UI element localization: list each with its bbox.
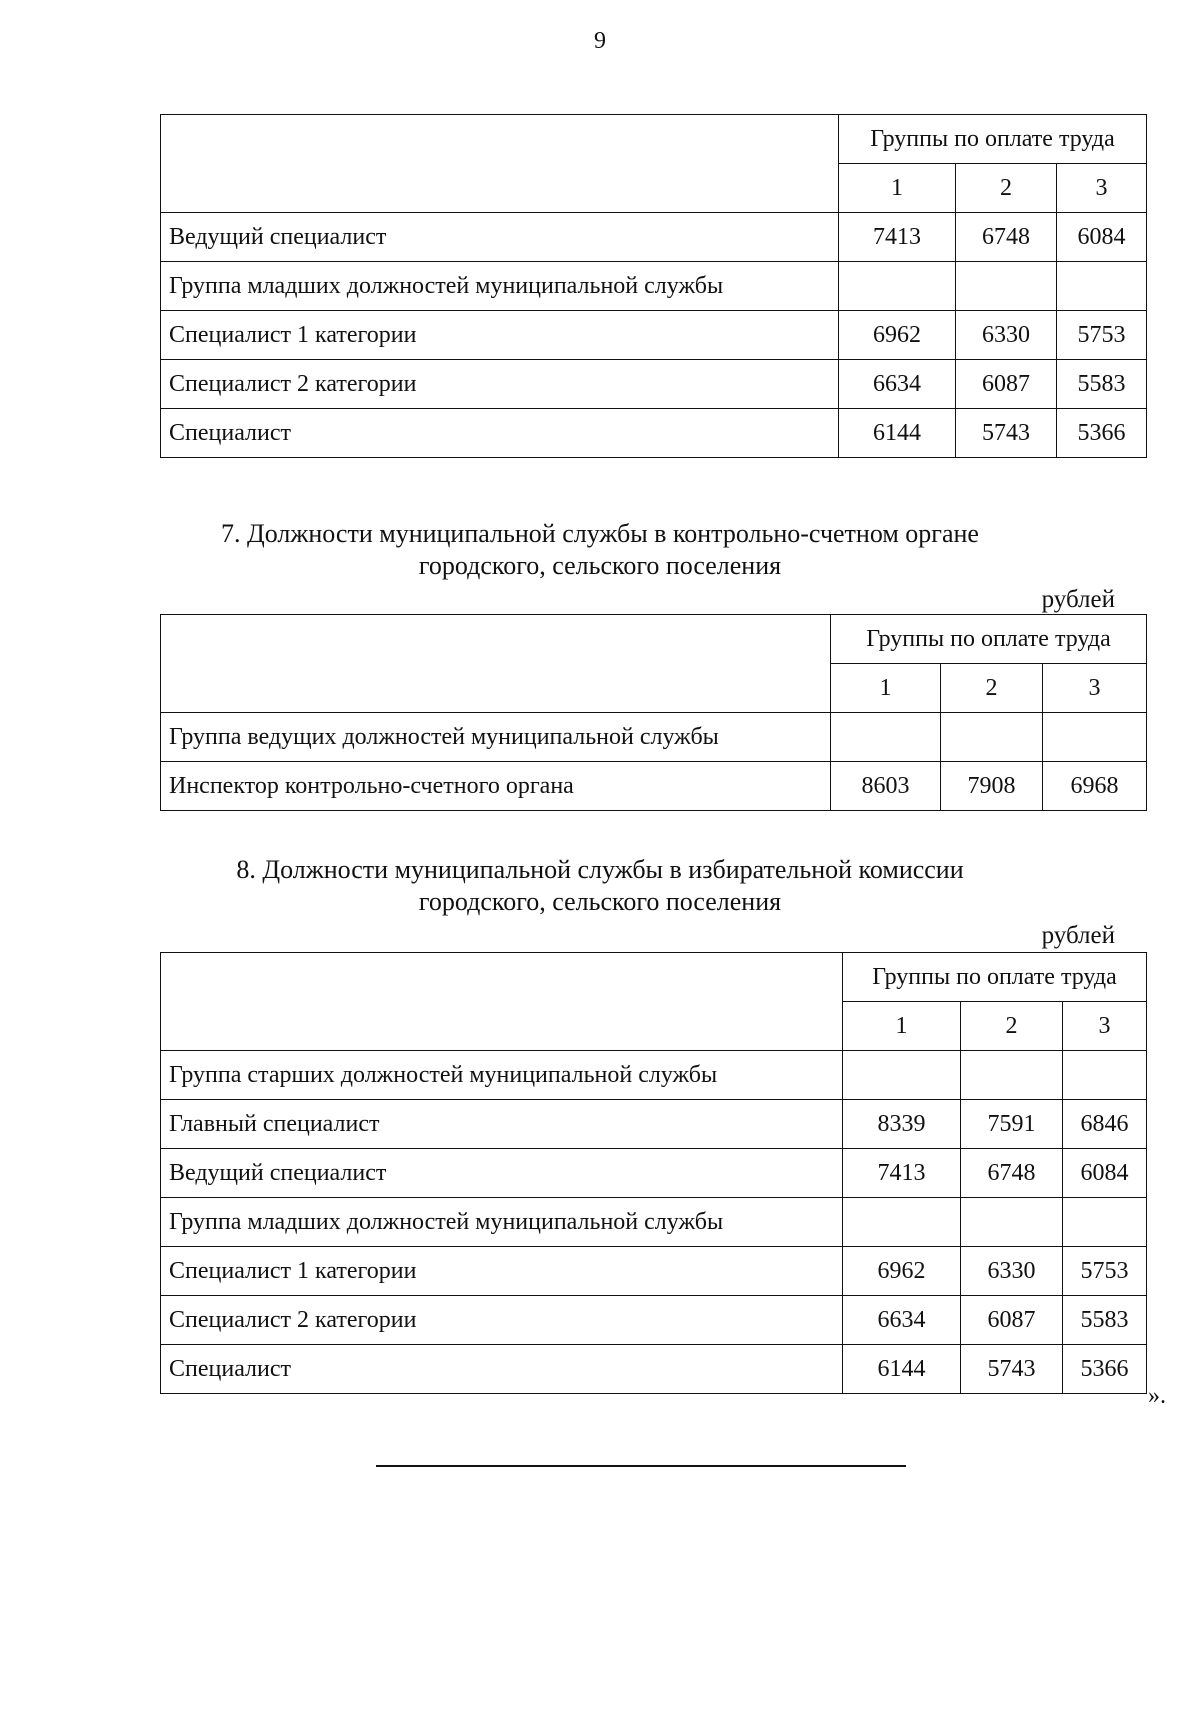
table-header-row xyxy=(161,115,1147,164)
table-row xyxy=(161,360,1147,409)
position-name: Специалист 2 категории xyxy=(161,360,839,409)
salary-group-3: 5366 xyxy=(1063,1345,1147,1394)
position-group-name: Группа младших должностей муниципальной службы xyxy=(161,262,839,311)
group-number-2: 2 xyxy=(956,164,1057,213)
section-8-title-line-2: городского, сельского поселения xyxy=(418,887,782,916)
salary-group-2 xyxy=(961,1198,1063,1247)
salary-group-2: 6748 xyxy=(961,1149,1063,1198)
table-row xyxy=(161,1051,1147,1100)
salary-group-2: 7591 xyxy=(961,1100,1063,1149)
section-7-salary-table xyxy=(160,614,1147,811)
salary-group-1 xyxy=(839,262,956,311)
salary-group-3: 6968 xyxy=(1043,762,1147,811)
section-8-salary-table xyxy=(160,952,1147,1394)
position-name: Ведущий специалист xyxy=(161,1149,843,1198)
table-header-row xyxy=(161,615,1147,664)
table-row xyxy=(161,1100,1147,1149)
section-7-title-line-2: городского, сельского поселения xyxy=(418,551,782,580)
table-corner-cell xyxy=(161,953,843,1051)
salary-group-3 xyxy=(1043,713,1147,762)
table-row xyxy=(161,1247,1147,1296)
salary-group-1: 6144 xyxy=(839,409,956,458)
salary-group-1: 8603 xyxy=(831,762,941,811)
section-7-unit-label: рублей xyxy=(1041,586,1115,613)
table-row xyxy=(161,1296,1147,1345)
salary-group-3 xyxy=(1063,1198,1147,1247)
position-name: Специалист 1 категории xyxy=(161,1247,843,1296)
salary-group-2 xyxy=(956,262,1057,311)
table-corner-cell xyxy=(161,615,831,713)
salary-group-2: 5743 xyxy=(956,409,1057,458)
salary-group-2: 7908 xyxy=(941,762,1043,811)
salary-group-1: 6634 xyxy=(843,1296,961,1345)
position-group-name: Группа старших должностей муниципальной службы xyxy=(161,1051,843,1100)
salary-group-1: 7413 xyxy=(843,1149,961,1198)
salary-group-3: 6084 xyxy=(1057,213,1147,262)
position-name: Специалист 1 категории xyxy=(161,311,839,360)
table-header-row xyxy=(161,953,1147,1002)
salary-group-1: 7413 xyxy=(839,213,956,262)
salary-table-continued xyxy=(160,114,1147,458)
group-number-2: 2 xyxy=(941,664,1043,713)
table-corner-cell xyxy=(161,115,839,213)
table-row xyxy=(161,762,1147,811)
section-7-title-line-1: 7. Должности муниципальной службы в контрольно-счетном органе xyxy=(221,519,979,548)
salary-group-3: 5753 xyxy=(1057,311,1147,360)
group-number-1: 1 xyxy=(839,164,956,213)
group-number-3: 3 xyxy=(1063,1002,1147,1051)
pay-groups-header: Группы по оплате труда xyxy=(831,615,1147,664)
salary-group-2 xyxy=(941,713,1043,762)
salary-group-2: 6330 xyxy=(961,1247,1063,1296)
salary-group-2: 5743 xyxy=(961,1345,1063,1394)
table-row xyxy=(161,1345,1147,1394)
table-row xyxy=(161,262,1147,311)
salary-group-3 xyxy=(1063,1051,1147,1100)
table-row xyxy=(161,311,1147,360)
position-name: Инспектор контрольно-счетного органа xyxy=(161,762,831,811)
salary-group-1 xyxy=(843,1198,961,1247)
group-number-1: 1 xyxy=(831,664,941,713)
salary-group-1: 6634 xyxy=(839,360,956,409)
salary-group-1 xyxy=(831,713,941,762)
group-number-1: 1 xyxy=(843,1002,961,1051)
position-group-name: Группа младших должностей муниципальной службы xyxy=(161,1198,843,1247)
salary-group-3: 5583 xyxy=(1057,360,1147,409)
position-name: Ведущий специалист xyxy=(161,213,839,262)
position-group-name: Группа ведущих должностей муниципальной службы xyxy=(161,713,831,762)
salary-group-2: 6748 xyxy=(956,213,1057,262)
end-of-document-rule xyxy=(376,1465,906,1467)
page-number: 9 xyxy=(594,28,606,54)
group-number-2: 2 xyxy=(961,1002,1063,1051)
salary-group-1: 6962 xyxy=(839,311,956,360)
salary-group-3: 5583 xyxy=(1063,1296,1147,1345)
section-8-title-line-1: 8. Должности муниципальной службы в избирательной комиссии xyxy=(236,855,964,884)
position-name: Главный специалист xyxy=(161,1100,843,1149)
table-row xyxy=(161,409,1147,458)
salary-group-3 xyxy=(1057,262,1147,311)
closing-quote-mark: ». xyxy=(1148,1383,1166,1409)
group-number-3: 3 xyxy=(1057,164,1147,213)
salary-group-2: 6087 xyxy=(961,1296,1063,1345)
salary-group-3: 5366 xyxy=(1057,409,1147,458)
position-name: Специалист xyxy=(161,1345,843,1394)
table-row xyxy=(161,713,1147,762)
salary-group-1: 6144 xyxy=(843,1345,961,1394)
pay-groups-header: Группы по оплате труда xyxy=(843,953,1147,1002)
salary-group-2: 6087 xyxy=(956,360,1057,409)
salary-group-1: 8339 xyxy=(843,1100,961,1149)
position-name: Специалист xyxy=(161,409,839,458)
group-number-3: 3 xyxy=(1043,664,1147,713)
salary-group-1: 6962 xyxy=(843,1247,961,1296)
salary-group-3: 6084 xyxy=(1063,1149,1147,1198)
salary-group-2 xyxy=(961,1051,1063,1100)
salary-group-1 xyxy=(843,1051,961,1100)
table-row xyxy=(161,1149,1147,1198)
pay-groups-header: Группы по оплате труда xyxy=(839,115,1147,164)
salary-group-3: 6846 xyxy=(1063,1100,1147,1149)
section-7-title xyxy=(150,518,1050,582)
table-row xyxy=(161,1198,1147,1247)
section-8-title xyxy=(150,854,1050,918)
salary-group-2: 6330 xyxy=(956,311,1057,360)
table-row xyxy=(161,213,1147,262)
salary-group-3: 5753 xyxy=(1063,1247,1147,1296)
section-8-unit-label: рублей xyxy=(1041,922,1115,949)
position-name: Специалист 2 категории xyxy=(161,1296,843,1345)
